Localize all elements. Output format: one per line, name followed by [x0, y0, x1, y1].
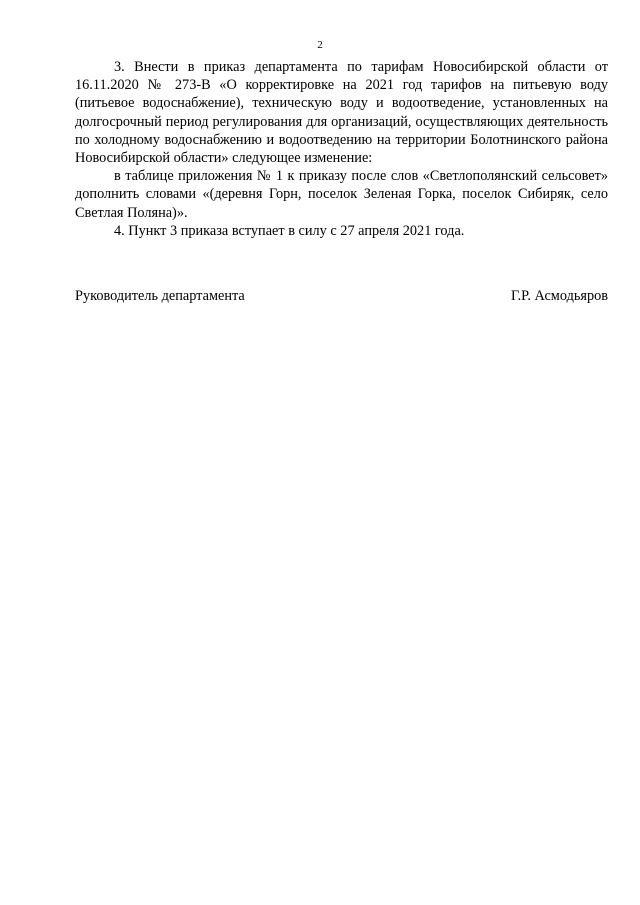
- paragraph-table-amendment: в таблице приложения № 1 к приказу после слов «Светлополянский сельсовет» дополнить словами «(деревня Горн, поселок Зеленая Горка, поселок Сибиряк, село Светлая Поляна)».: [75, 168, 608, 221]
- page-number: 2: [317, 39, 323, 51]
- signatory-name: Г.Р. Асмодьяров: [510, 288, 608, 304]
- paragraph-item-3: 3. Внести в приказ департамента по тарифам Новосибирской области от 16.11.2020 № 273-В «О корректировке на 2021 год тарифов на питьевую воду (питьевое водоснабжение), техническую воду и водоотведение, установленных на долгосрочный период регулирования для организаций, осуществляющих деятельность по холодному водоснабжению и водоотведению на территории Болотнинского района Новосибирской области» следующее изменение:: [75, 59, 608, 167]
- signatory-position: Руководитель департамента: [75, 288, 245, 304]
- document-body: [75, 58, 608, 240]
- paragraph-item-4: 4. Пункт 3 приказа вступает в силу с 27 апреля 2021 года.: [114, 222, 465, 239]
